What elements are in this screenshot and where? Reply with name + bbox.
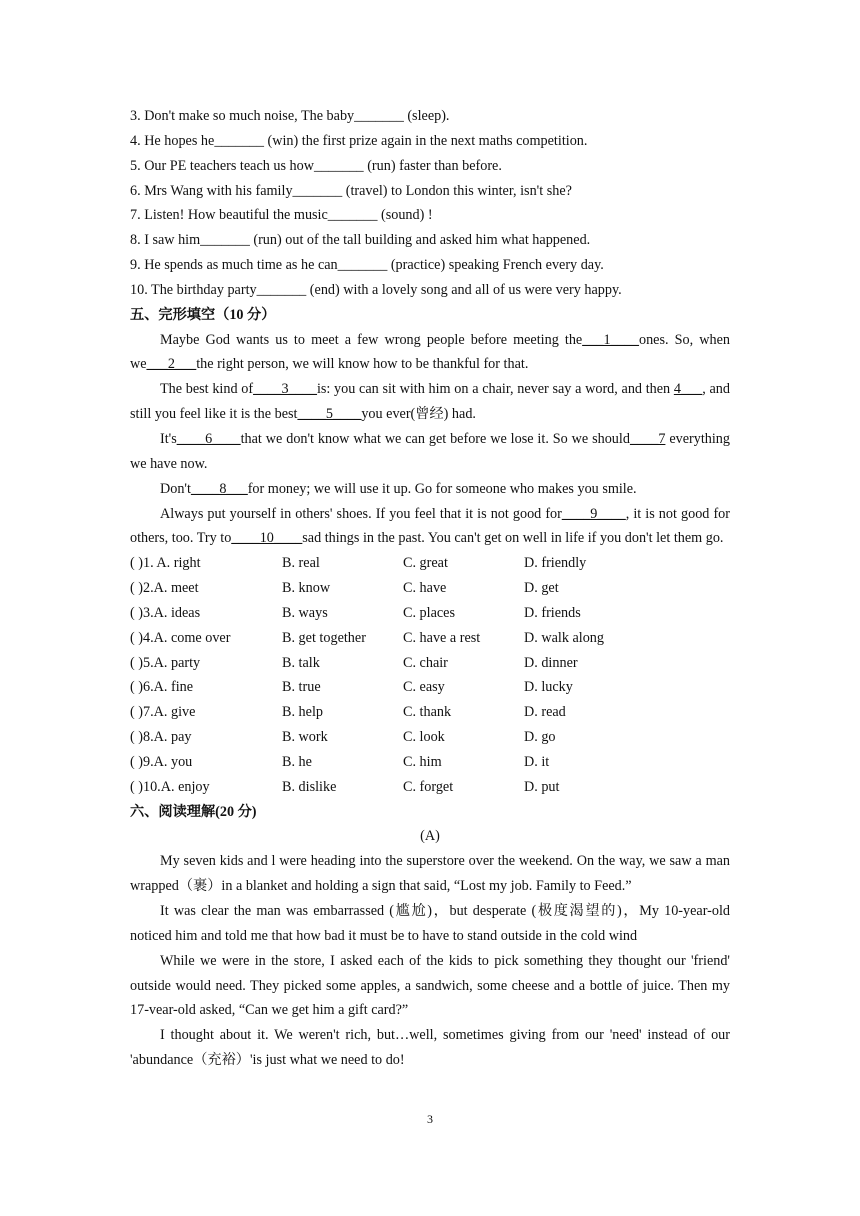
reading-paragraph-1: My seven kids and l were heading into the superstore over the weekend. On the way, we saw a man wrapped（裹）in a blanket and holding a sign that said, “Lost my job. Family to Feed.” [130,853,730,895]
option-row: ( )6.A. fine B. true C. easy D. lucky [130,679,573,696]
option-row: ( )1. A. right B. real C. great D. friendly [130,555,587,572]
section6-heading: 六、阅读理解(20 分) [130,803,257,820]
cloze-paragraph-1: Maybe God wants us to meet a few wrong people before meeting the___1____ones. So, when we___2___the right person, we will know how to be thankful for that. [130,331,730,373]
cloze-paragraph-5: Always put yourself in others' shoes. If you feel that it is not good for____9____, it is not good for others, too. Try to____10____sad things in the past. You can't get on well in life if you don't let them go. [130,505,730,547]
blank-6: ____6____ [176,430,241,447]
option-row: ( )9.A. you B. he C. him D. it [130,753,550,770]
blank-7: ____7 [629,430,666,447]
blank-9: ____9____ [561,505,626,522]
option-row: ( )7.A. give B. help C. thank D. read [130,704,566,721]
cloze-paragraph-4: Don't____8___for money; we will use it up. Go for someone who makes you smile. [160,480,637,497]
section5-heading: 五、完形填空（10 分） [130,306,276,323]
reading-paragraph-2: It was clear the man was embarrassed (尴尬)，but desperate (极度渴望的)，My 10-year-old noticed him and told me that how bad it must be to have to stand outside in the cold wind [130,903,730,944]
reading-paragraph-4: I thought about it. We weren't rich, but…well, sometimes giving from our 'need' instead of our 'abundance（充裕）'is just what we need to do! [130,1027,730,1069]
option-row: ( )4.A. come over B. get together C. have a rest D. walk along [130,629,604,646]
option-row: ( )8.A. pay B. work C. look D. go [130,729,556,746]
blank-5: ____5____ [297,406,362,423]
cloze-paragraph-3: It's____6____that we don't know what we can get before we lose it. So we should____7 everything we have now. [130,430,730,472]
blank-2: ___2___ [146,356,197,373]
option-row: ( )2.A. meet B. know C. have D. get [130,580,559,597]
option-row: ( )10.A. enjoy B. dislike C. forget D. put [130,778,560,795]
passage-label: (A) [420,828,440,845]
reading-paragraph-3: While we were in the store, I asked each of the kids to pick something they thought our 'friend' outside would need. They picked some apples, a sandwich, some cheese and a bottle of juice. Then my 17-vear-old asked, “Can we get him a gift card?” [130,952,730,1019]
fill-item-10: 10. The birthday party_______ (end) with a lovely song and all of us were very happy. [130,281,622,298]
fill-item-7: 7. Listen! How beautiful the music_______ (sound) ! [130,207,433,224]
fill-item-4: 4. He hopes he_______ (win) the first prize again in the next maths competition. [130,132,588,149]
fill-item-5: 5. Our PE teachers teach us how_______ (run) faster than before. [130,157,502,174]
option-row: ( )5.A. party B. talk C. chair D. dinner [130,654,578,671]
blank-1: ___1____ [582,331,639,348]
option-row: ( )3.A. ideas B. ways C. places D. friends [130,604,581,621]
blank-4: 4___ [673,381,703,398]
fill-item-6: 6. Mrs Wang with his family_______ (travel) to London this winter, isn't she? [130,182,572,199]
page-number: 3 [427,1112,433,1126]
options-list [130,551,730,799]
fill-item-3: 3. Don't make so much noise, The baby_______ (sleep). [130,108,450,124]
fill-item-9: 9. He spends as much time as he can_______ (practice) speaking French every day. [130,257,604,274]
blank-3: ____3____ [253,381,317,398]
page-content [130,104,730,1073]
blank-10: ____10____ [231,530,303,547]
blank-8: ____8___ [190,480,248,497]
fill-item-8: 8. I saw him_______ (run) out of the tall building and asked him what happened. [130,232,591,249]
cloze-paragraph-2: The best kind of____3____is: you can sit with him on a chair, never say a word, and then 4___, and still you feel like it is the best____5____you ever(曾经) had. [130,381,730,423]
